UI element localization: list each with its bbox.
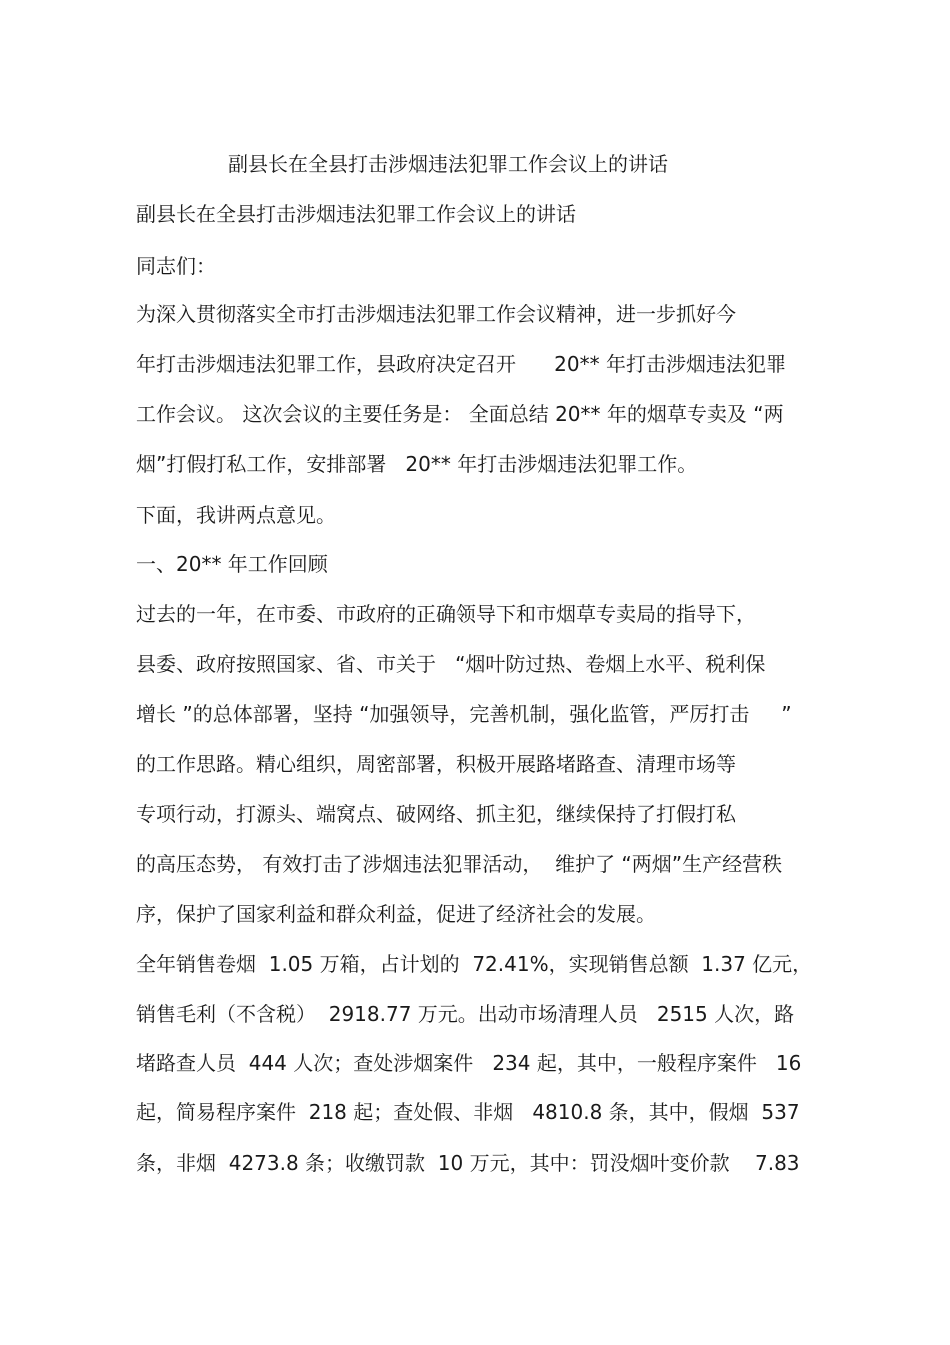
text-line: 的工作思路。精心组织，周密部署，积极开展路堵路查、清理市场等	[136, 752, 736, 776]
text-line: 的高压态势， 有效打击了涉烟违法犯罪活动， 维护了 “两烟”生产经营秩	[136, 852, 783, 876]
document-title: 副县长在全县打击涉烟违法犯罪工作会议上的讲话	[228, 152, 668, 176]
text-line: 下面，我讲两点意见。	[136, 503, 336, 527]
subtitle-line: 副县长在全县打击涉烟违法犯罪工作会议上的讲话	[136, 202, 576, 226]
text-line: 过去的一年，在市委、市政府的正确领导下和市烟草专卖局的指导下，	[136, 602, 756, 626]
text-line: 县委、政府按照国家、省、市关于 “烟叶防过热、卷烟上水平、税利保	[136, 652, 766, 676]
text-line: 全年销售卷烟 1.05 万箱，占计划的 72.41%，实现销售总额 1.37 亿元，	[136, 952, 813, 976]
text-line: 销售毛利（不含税） 2918.77 万元。出动市场清理人员 2515 人次，路	[136, 1002, 795, 1026]
text-line: 条，非烟 4273.8 条；收缴罚款 10 万元，其中：罚没烟叶变价款 7.83	[136, 1151, 800, 1175]
text-line: 为深入贯彻落实全市打击涉烟违法犯罪工作会议精神，进一步抓好今	[136, 302, 736, 326]
text-line: 烟”打假打私工作，安排部署 20** 年打击涉烟违法犯罪工作。	[136, 452, 698, 476]
text-line: 专项行动，打源头、端窝点、破网络、抓主犯，继续保持了打假打私	[136, 802, 736, 826]
section-heading: 一、20** 年工作回顾	[136, 552, 328, 576]
salutation-line: 同志们：	[136, 254, 216, 278]
text-line: 序，保护了国家利益和群众利益，促进了经济社会的发展。	[136, 902, 656, 926]
text-line: 工作会议。 这次会议的主要任务是： 全面总结 20** 年的烟草专卖及 “两	[136, 402, 784, 426]
text-line: 年打击涉烟违法犯罪工作，县政府决定召开 20** 年打击涉烟违法犯罪	[136, 352, 786, 376]
text-line: 起，简易程序案件 218 起；查处假、非烟 4810.8 条，其中，假烟 537	[136, 1100, 800, 1124]
text-line: 增长 ”的总体部署，坚持 “加强领导，完善机制，强化监管，严厉打击 ”	[136, 702, 792, 726]
text-line: 堵路查人员 444 人次；查处涉烟案件 234 起，其中，一般程序案件 16	[136, 1051, 802, 1075]
